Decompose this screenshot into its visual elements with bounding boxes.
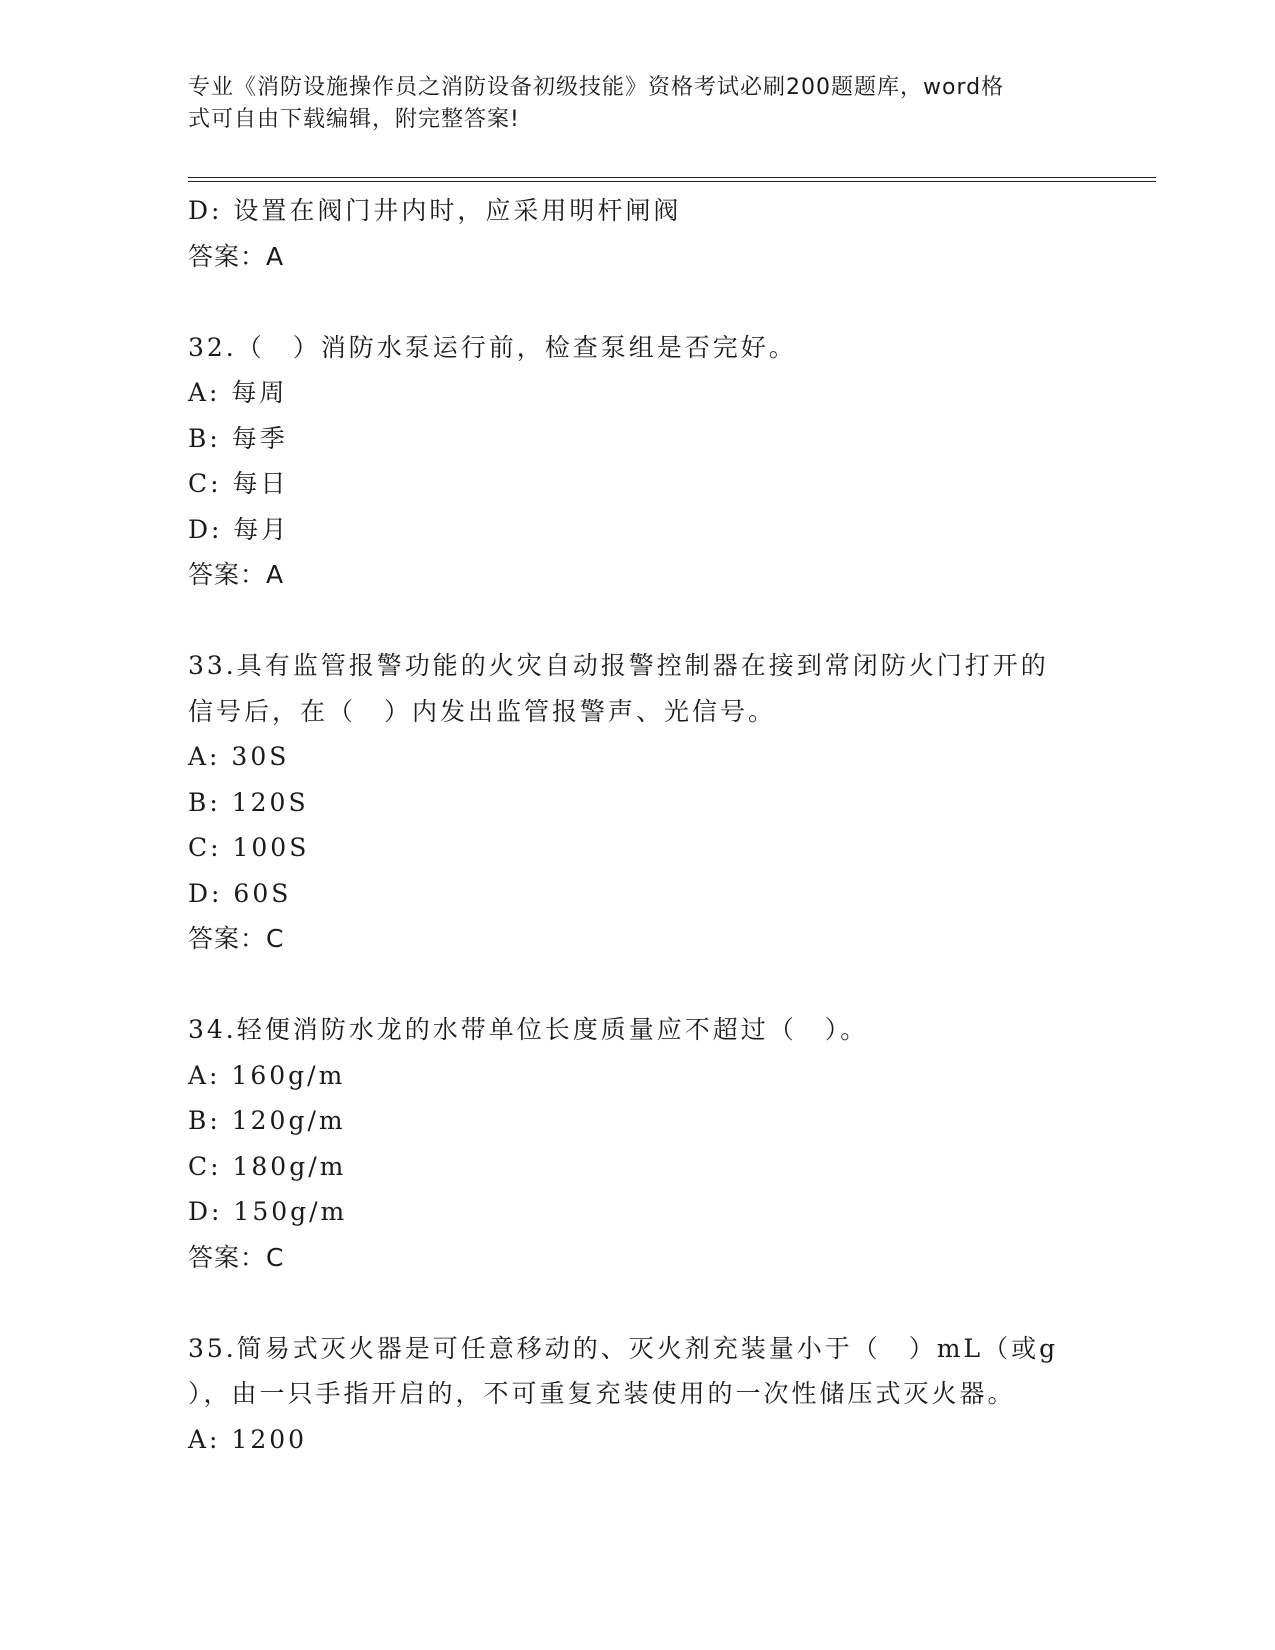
option-b: B: 120g/m <box>188 1106 346 1135</box>
question-31-tail <box>188 188 1148 279</box>
option-a: A: 30S <box>188 742 290 771</box>
question-stem: 34.轻便消防水龙的水带单位长度质量应不超过（ ）。 <box>188 1015 869 1044</box>
option-b: B: 120S <box>188 787 309 817</box>
option-b: B: 每季 <box>188 423 288 453</box>
question-stem-line-1: 35.简易式灭火器是可任意移动的、灭火剂充装量小于（ ）mL（或g <box>188 1333 1059 1363</box>
answer-line: 答案：C <box>188 924 285 953</box>
header-line-1: 专业《消防设施操作员之消防设备初级技能》资格考试必刷200题题库，word格 <box>188 75 1005 100</box>
option-d: D: 设置在阀门井内时，应采用明杆闸阀 <box>188 196 682 225</box>
document-header <box>188 72 1088 136</box>
question-stem-line-2: 信号后，在（ ）内发出监管报警声、光信号。 <box>188 696 777 726</box>
option-c: C: 180g/m <box>188 1151 347 1181</box>
option-d: D: 150g/m <box>188 1197 348 1226</box>
answer-line: 答案：A <box>188 560 285 589</box>
header-divider-bottom <box>188 181 1156 182</box>
question-list <box>188 188 1148 1462</box>
option-d: D: 每月 <box>188 514 290 544</box>
question-34 <box>188 1007 1148 1280</box>
answer-line: 答案：C <box>188 1242 285 1272</box>
question-33 <box>188 643 1148 962</box>
question-32 <box>188 325 1148 598</box>
spacer <box>188 279 1148 325</box>
option-a: A: 160g/m <box>188 1060 346 1090</box>
option-d: D: 60S <box>188 878 292 908</box>
option-c: C: 100S <box>188 833 310 862</box>
option-a: A: 每周 <box>188 378 288 407</box>
header-divider-top <box>188 177 1156 178</box>
option-a: A: 1200 <box>188 1424 308 1454</box>
answer-line: 答案：A <box>188 241 285 271</box>
header-line-2: 式可自由下载编辑，附完整答案! <box>188 107 520 132</box>
question-stem: 32.（ ）消防水泵运行前，检查泵组是否完好。 <box>188 332 797 362</box>
spacer <box>188 598 1148 644</box>
spacer <box>188 1280 1148 1326</box>
question-stem-line-1: 33.具有监管报警功能的火灾自动报警控制器在接到常闭防火门打开的 <box>188 651 1049 680</box>
spacer <box>188 962 1148 1008</box>
option-c: C: 每日 <box>188 469 289 498</box>
question-35 <box>188 1326 1148 1463</box>
question-stem-line-2: ），由一只手指开启的，不可重复充装使用的一次性储压式灭火器。 <box>188 1379 1016 1408</box>
